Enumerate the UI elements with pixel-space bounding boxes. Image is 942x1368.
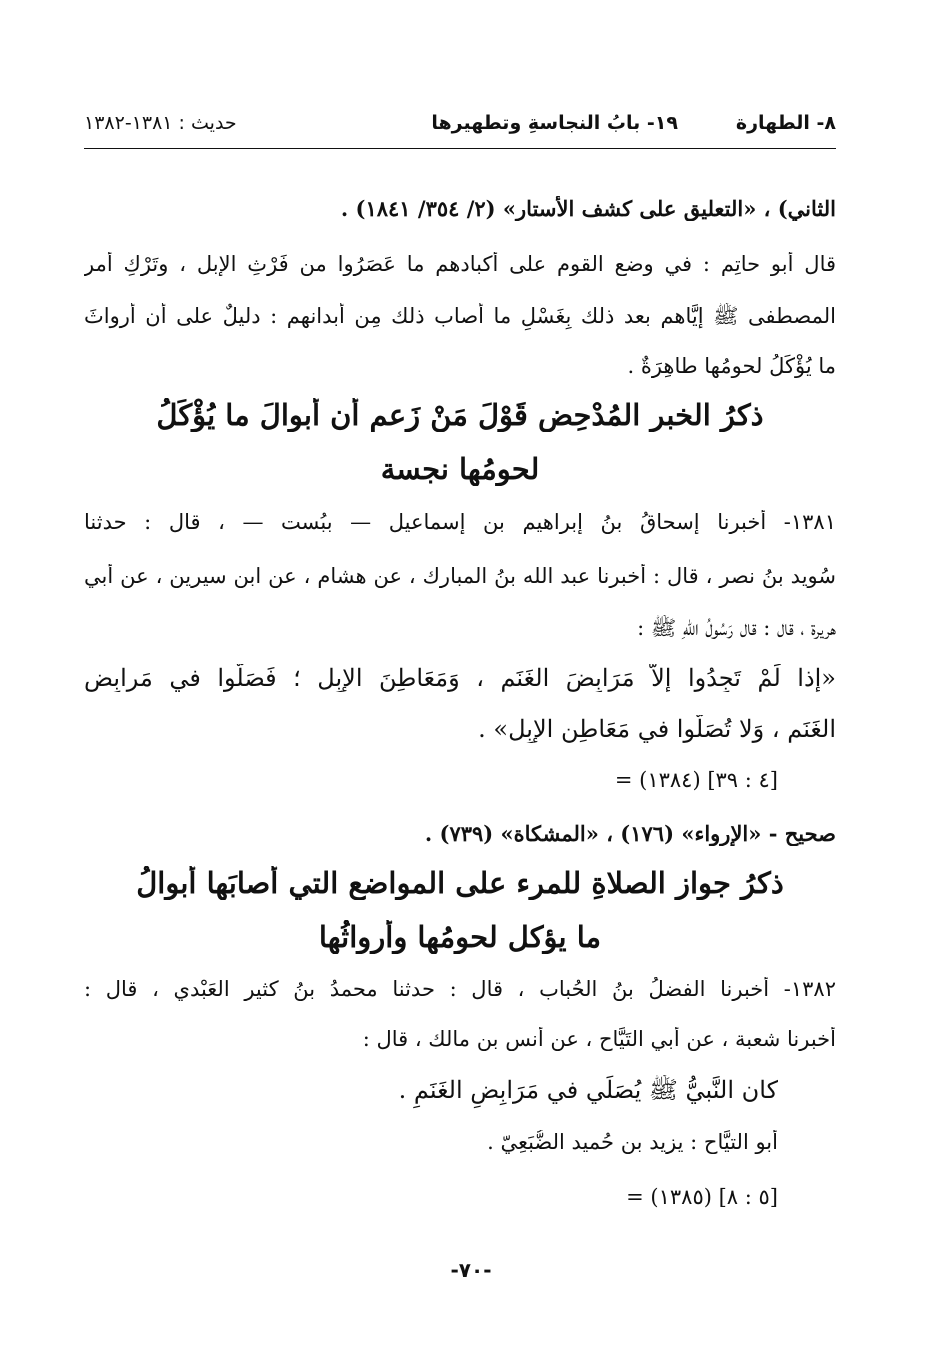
section-heading: ذكرُ جوازِ الصلاةِ للمرء على المواضع التي أصابَها أبوالُ [136, 866, 784, 900]
hadith-text: كان النَّبيُّ ﷺ يُصَلِّي في مَرَابِضِ الغَنَمِ . [398, 1076, 778, 1104]
running-header [84, 112, 836, 142]
text-line: سُويد بنُ نصر ، قال : أخبرنا عبد الله بنُ المبارك ، عن هشامٍ ، عن ابنِ سيرين ، عن أبي [84, 564, 836, 588]
header-hadith-range: حديث : ١٣٨١-١٣٨٢ [84, 112, 237, 134]
section-heading: ذكرُ الخبرِ المُدْحِضِ قَوْلَ مَنْ زَعم أن أبوالَ ما يُؤْكَلُ [156, 398, 764, 432]
text-line: الثاني) ، «التعليق على كشف الأستار» (٢/ ٣٥٤/ ١٨٤١) . [340, 196, 836, 221]
section-heading: ما يؤكل لحومُها وأرواثُها [318, 920, 602, 954]
text-line: قال أبو حاتِم : في وضع القوم على أكبادهم ما عَصَرُوا من فَرْثِ الإبل ، وتَرْكِ أمرِ [84, 252, 836, 276]
text-line: ما يُؤْكَلُ لحومُها طاهِرَةٌ . [627, 354, 836, 378]
section-heading: لحومُها نجسة [380, 452, 540, 486]
reference-line: = (١٣٨٤) [٤ : ٣٩] [614, 768, 778, 792]
narrator-note: أبو التيَّاح : يزيد بن حُميد الضُّبَعِيّ . [487, 1130, 778, 1154]
text-line: ١٣٨١- أخبرنا إسحاقُ بنُ إبراهيم بن إسماعيل — ببُست — ، قال : حدثنا [84, 510, 836, 534]
header-bab: ١٩- بابُ النجاسةِ وتطهيرها [431, 112, 678, 134]
header-chapter: ٨- الطهارة [735, 112, 836, 134]
header-rule [84, 148, 836, 149]
hadith-text: «إذا لَمْ تَجِدُوا إلاَّ مَرَابِضَ الغَنَمِ ، وَمَعَاطِنَ الإِبِلِ ؛ فَصَلُّوا في مَرابِضِ [84, 664, 836, 692]
text-line: هريرة ، قال : قال رَسُولُ اللهِ ﷺ : [637, 616, 836, 640]
grading-line: صحيح - «الإرواء» (١٧٦) ، «المشكاة» (٧٣٩) . [424, 821, 836, 846]
text-line: المصطفى ﷺ إيَّاهم بعد ذلك بِغَسْلِ ما أصاب ذلك مِن أبدانهم : دليلٌ على أن أرواثَ [84, 304, 836, 328]
text-line: ١٣٨٢- أخبرنا الفضلُ بنُ الحُباب ، قال : حدثنا محمدُ بنُ كثيرٍ العَبْدي ، قال : [84, 977, 836, 1001]
hadith-text: الغَنَمِ ، وَلا تُصَلُّوا في مَعَاطِنِ الإِبِلِ» . [478, 715, 836, 743]
text-line: أخبرنا شعبة ، عن أبي التَيَّاح ، عن أنس بن مالك ، قال : [362, 1027, 836, 1051]
reference-line: = (١٣٨٥) [٥ : ٨] [626, 1185, 778, 1209]
page-number: -٧٠- [450, 1258, 492, 1282]
